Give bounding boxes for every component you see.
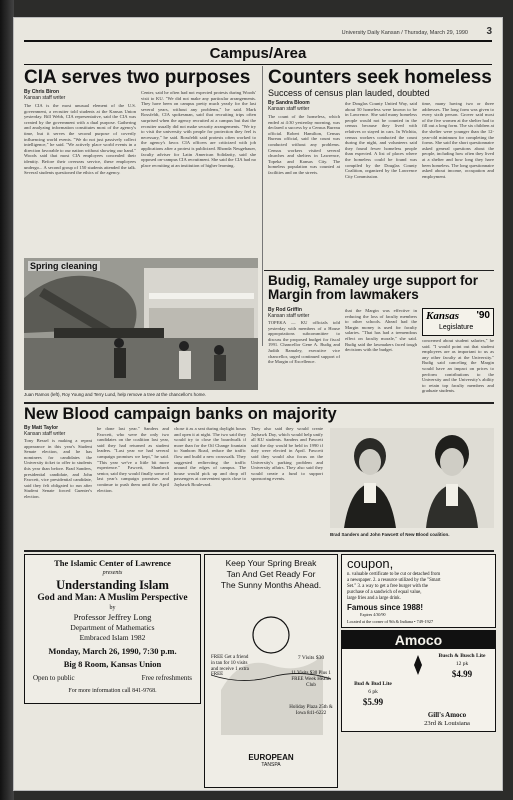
ad-place: Big 8 Room, Kansas Union [63, 659, 162, 669]
budig-top-rule [264, 270, 494, 271]
ad-refreshments: Free refreshments [141, 674, 192, 682]
ad-topic-2: God and Man: A Muslim Perspective [37, 593, 188, 603]
spring-break-ad [204, 554, 338, 788]
sb-brand-sub: TANSPA [261, 762, 281, 768]
homeless-byline-role: Kansan staff writer [268, 105, 310, 112]
column-rule [262, 66, 263, 346]
spring-cleaning-photo [24, 258, 258, 390]
ad-speaker: Professor Jeffrey Long [73, 612, 152, 622]
newspaper-binding-edge [0, 0, 14, 800]
blood-body-col1: Tony Bessel is making a repeat appearance in this year's Student Senate election, and he has nominees for candidates the University ticket to offer to students this year than before. Brad Sanders, presidential candidate, and John Fawcett, vice presidential candidate, said they felt obligated to run after Student Senate forced Guenter's election. [24, 438, 92, 499]
photo-scene [24, 258, 258, 390]
ad-title: The Islamic Center of Lawrence [54, 558, 171, 568]
blood-headline: New Blood campaign banks on majority [24, 405, 337, 423]
cia-body-right: Center, said he often had not expected protests during Woods' visit to KU. "We did not make any particular arrangements. They have been on campus pretty much yearly for the last several years, without any problems," he said. Mark Rossfeldt, CIA spokesman, said that recruiting trips often surprised when the agency recruited at a campus but that the recruiter usually did not make security arrangements. "We try to visit the university with people for protection they feel is necessary," he said. Rossfeldt said protests often worked to the agency's favor. CIA officers are criticized with job applications after a protest is publicized. Rhonda Neugebauer, faculty adviser for Latin American Solidarity, said she opposed on-campus CIA recruitment. She said the CIA had no place recruiting at an institution of higher learning. [141, 90, 256, 168]
blood-body-col3: chose it as a seat during daylight hours and open it at night. The two said they would try to close the boardwalk if more than for the Oil Change fountain to Sanborn Road, reduce the traffic flow and build a new crosswalk. They suggested redirecting the traffic around the edges of campus. The house would pick up and drop off passengers at convenient spots close to Jayhawk Boulevard. [174, 426, 246, 487]
cia-body-left: The CIA is the most unusual element of the U.S. government, a recruiter told students at the Kansas Union yesterday. Bill Webb, CIA representative, said the CIA was created by the government with a dual purpose. Gathering and analyzing information constitutes most of the agency's time, but it serves the second purpose of covertly influencing world events. "We do not just passively collect intelligence," he said. "We actively place world events in a direction favorable to our nation without showing our hand." Woods said that most CIA employees concealed their identity. Before their overseas service, these employees undergo... A second group of 150 students attended the talk. Several students questioned the ethics of the agency. [24, 103, 136, 176]
amoco-torch-icon [406, 653, 430, 677]
coupon-expires: Expires 4/30/90 [360, 612, 386, 617]
spring-cleaning-caption: Juan Ramos (left), Roy Young and Terry Lund, help remove a tree at the chancellor's home. [24, 392, 207, 397]
ad-date: Monday, March 26, 1990, 7:30 p.m. [48, 646, 177, 656]
blood-byline [24, 426, 92, 438]
budig-headline: Budig, Ramaley urge support for Margin from lawmakers [268, 273, 479, 302]
sb-footer: Holiday Plaza 25th & Iowa 841-6222 [289, 705, 333, 716]
sb-offer-1: FREE Get a friend in tan for 10 visits and receive 1 extra FREE [211, 655, 249, 678]
sb-brand: EUROPEAN [248, 753, 294, 762]
amoco-item-1-size: 12 pk [455, 661, 469, 667]
islamic-center-ad [24, 554, 201, 704]
ad-embraced: Embraced Islam 1982 [79, 633, 146, 642]
sb-line-2: Tan And Get Ready For [226, 569, 316, 579]
coupon-ad [341, 554, 496, 628]
photo-label: Spring cleaning [30, 261, 98, 271]
portraits [330, 428, 494, 528]
ad-presents: presents [102, 570, 123, 576]
amoco-item-2-size: 6 pk [368, 689, 378, 695]
coupon-title: coupon, [347, 556, 394, 571]
budig-byline [268, 308, 340, 320]
sb-line-1: Keep Your Spring Break [225, 558, 317, 568]
ad-info: For more information call 841-9768. [68, 688, 157, 694]
amoco-item-2-price: $5.99 [362, 697, 384, 707]
budig-body-col1: TOPEKA — KU officials told yesterday with members of a House appropriations subcommittee to discuss the proposed budget for fiscal 1991. Chancellor Gene A. Budig and Judith Ramaley, executive vice chancellor, urged continued support of the Margin of Excellence. [268, 320, 340, 365]
logo-year: '90 [476, 310, 490, 321]
kansas-legislature-logo [422, 308, 494, 336]
coupon-def-3: Set." 3. a way to get a free burger with the [347, 584, 428, 589]
coupon-def-5: large fries and a large drink. [347, 596, 401, 601]
coupon-location: Located at the corner of 9th & Indiana • 749-1927 [347, 619, 434, 624]
ad-dept: Department of Mathematics [70, 623, 155, 632]
blood-top-rule [24, 402, 494, 404]
blood-byline-name: By Matt Taylor [24, 425, 59, 431]
amoco-brand: Amoco [342, 631, 495, 649]
homeless-byline [268, 101, 340, 113]
blood-body-col4: They also said they would create Jayhawk Day, which would help unify all KU students. Sanders and Fawcett said the day would be held in 1990 if they were elected in April. Fawcett said they would also focus on the University's parking problem and University affairs. They also said they would create a fund to support sponsoring events. [251, 426, 323, 482]
homeless-body-col1: The count of the homeless, which ended at 4:30 yesterday morning, was declared a success by a Census Bureau official. Robert Hamilton, Census Bureau official, said the count was conducted without any problems. Census workers visited several churches and shelters in Lawrence, Topeka and Kansas City. The homeless population was counted at facilities and on the streets. [268, 114, 340, 175]
homeless-headline: Counters seek homeless [268, 67, 492, 88]
ads-top-rule [24, 550, 494, 552]
budig-body-col2: that the Margin was effective in reducing the loss of faculty members to other schools. Ahead had the Margin money is used for faculty salaries. "That has had a tremendous effect on faculty morale," she said. Budig said the lawmakers faced tough decisions with the budget. [345, 308, 417, 353]
coupon-def-1: n. valuable certificate to be cut or detached from [347, 572, 441, 577]
amoco-ad [341, 630, 496, 732]
ad-topic-1: Understanding Islam [56, 578, 169, 592]
page-header [24, 26, 492, 38]
homeless-subhead: Success of census plan lauded, doubted [268, 88, 430, 98]
blood-body-col2: be done last year." Sanders and Fawcett, who were the only two candidates on the coalition last year, said they had returned as student leaders. "Last year we had several campaign promises we kept," he said. "This year we've a little bit more experience." Fawcett, Shanbeck senior, said they would finally some of last year's campaign promises and continue to push them until the April election. [97, 426, 169, 493]
blood-byline-role: Kansan staff writer [24, 430, 66, 437]
coupon-def-2: a newspaper. 2. a resource utilized by the "Smart [347, 578, 441, 583]
new-blood-caption: Brad Sanders and John Fawcett of New Blood coalition. [330, 532, 450, 537]
section-title: Campus/Area [209, 45, 307, 62]
ad-open: Open to public [33, 674, 75, 682]
budig-byline-name: By Rod Griffin [268, 307, 302, 313]
amoco-address: 23rd & Louisiana [424, 720, 470, 727]
new-blood-photo [330, 428, 494, 528]
coupon-def-4: purchase of a sandwich of equal value, [347, 590, 422, 595]
cia-byline-role: Kansan staff writer [24, 94, 66, 101]
budig-body-col3: concerned about student salaries," he said. "I would point out that student employees are as important to us as any other faculty at the University." Budig said canceling the Margin would have an impact on prices to perform contributions to the University and the University's ability to retain top faculty members and graduate students. [422, 338, 494, 394]
homeless-body-col3: time, many having two or three addresses. The long form was given to every sixth person. Grover said most of the five women at the shelter had to fill out a long form. The six children at the shelter were younger than the 12-year-old minimum for completing the forms. She said the short questionnaire asked general questions about the people, including how often they lived at a shelter and how long they have been homeless. The long questionnaire asked about income, occupation and employment. [422, 101, 494, 179]
logo-kansas: Kansas [426, 310, 460, 322]
section-banner [24, 40, 492, 65]
homeless-byline-name: By Sandra Bloom [268, 100, 310, 106]
amoco-item-1: Busch & Busch Lite [438, 653, 486, 659]
cia-byline-name: By Chris Biron [24, 89, 60, 95]
coupon-famous: Famous since 1988! [347, 603, 424, 612]
cia-byline [24, 90, 134, 102]
sb-offer-2: 7 Visits $30 [297, 655, 325, 661]
dateline: University Daily Kansan / Thursday, March 29, 1990 [341, 30, 468, 36]
sb-line-3: The Sunny Months Ahead. [220, 580, 322, 590]
homeless-body-col2: the Douglas County United Way, said about 50 homeless were known to be in Lawrence. She said many homeless people would not be counted in the census because they lived with relatives or stayed in cars. In Wichita, census workers conducted the count during the night, and volunteers said they found fewer homeless people than expected. A list of places where the homeless could be found was compiled by the Douglas County Coalition, organized by the Lawrence City Commission. [345, 101, 417, 179]
cia-headline: CIA serves two purposes [24, 67, 251, 88]
amoco-item-1-price: $4.99 [451, 669, 473, 679]
logo-legislature: Legislature [439, 324, 474, 331]
amoco-item-2: Bud & Bud Lite [354, 681, 392, 687]
page-number: 3 [486, 26, 492, 37]
newspaper-page [14, 18, 502, 790]
amoco-store: Gill's Amoco [427, 711, 467, 719]
ad-by: by [109, 605, 116, 611]
budig-byline-role: Kansan staff writer [268, 312, 310, 319]
sb-offer-3: 11 Visits $30 Plus 1 FREE Week Health Club [291, 671, 331, 688]
